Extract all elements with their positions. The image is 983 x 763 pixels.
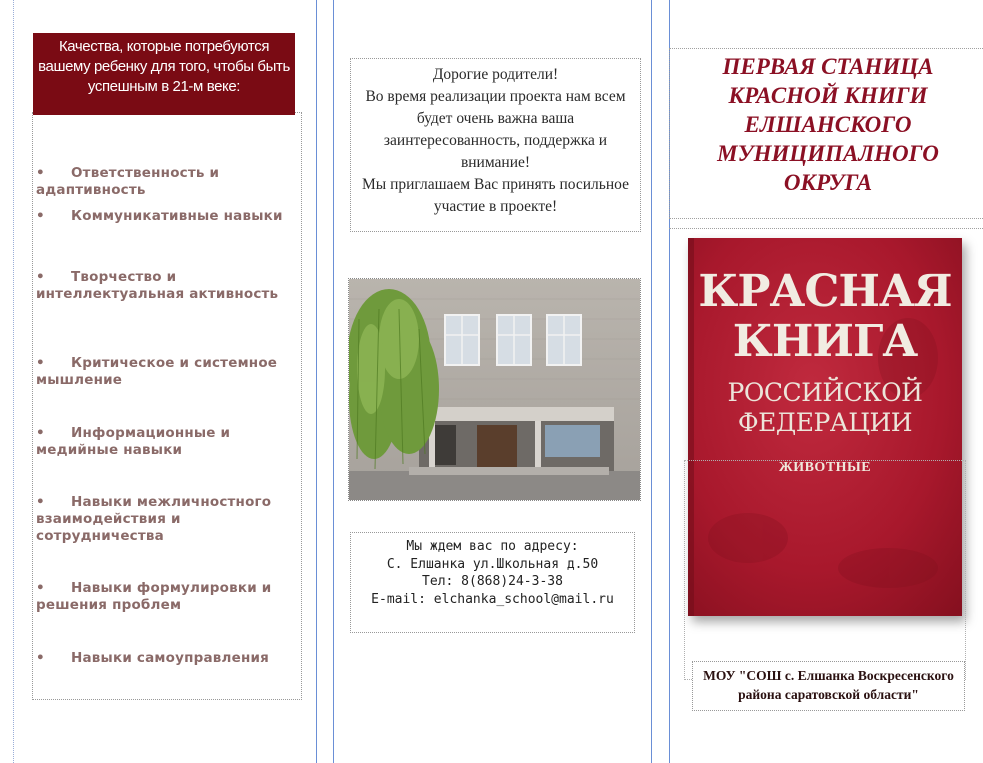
column-guide bbox=[333, 0, 334, 763]
bullet-icon: • bbox=[36, 425, 45, 441]
skills-header bbox=[33, 33, 295, 115]
book-title-line-3: РОССИЙСКОЙ bbox=[727, 378, 923, 407]
greeting: Дорогие родители! bbox=[432, 66, 559, 83]
address-intro: Мы ждем вас по адресу: bbox=[406, 539, 579, 554]
school-name-box bbox=[692, 661, 965, 711]
book-title-line-2: КНИГА bbox=[732, 316, 918, 367]
skill-item bbox=[36, 208, 298, 225]
title-rule-top bbox=[669, 48, 983, 49]
column-guide bbox=[651, 0, 652, 763]
skill-item bbox=[36, 165, 298, 199]
bullet-icon: • bbox=[36, 269, 45, 285]
bullet-icon: • bbox=[36, 355, 45, 371]
address-street: С. Елшанка ул.Школьная д.50 bbox=[386, 556, 599, 572]
skills-header-text: Качества, которые потребуются вашему ребенку для того, чтобы быть успешным в 21-м веке: bbox=[38, 38, 290, 95]
book-overlay-frame bbox=[684, 460, 966, 680]
parents-message-box bbox=[350, 58, 641, 232]
book-title-line-1: КРАСНАЯ bbox=[698, 266, 952, 317]
title-rule-left bbox=[669, 48, 670, 218]
skill-label: Творчество и интеллектуальная активность bbox=[36, 269, 279, 302]
skill-label: Навыки самоуправления bbox=[71, 650, 270, 666]
bullet-icon: • bbox=[36, 208, 45, 224]
skill-item bbox=[36, 580, 298, 614]
skill-label: Ответственность и адаптивность bbox=[36, 165, 220, 198]
skill-label: Информационные и медийные навыки bbox=[36, 425, 231, 458]
book-rule-top bbox=[669, 228, 983, 229]
skill-label: Критическое и системное мышление bbox=[36, 355, 278, 388]
address-box bbox=[350, 532, 635, 633]
address-phone: Тел: 8(868)24-3-38 bbox=[422, 574, 563, 589]
page-title-text: ПЕРВАЯ СТАНИЦА КРАСНОЙ КНИГИ ЕЛШАНСКОГО МУНИЦИПАЛНОГО ОКРУГА bbox=[717, 54, 939, 195]
invitation-paragraph: Мы приглашаем Вас принять посильное участие в проекте! bbox=[362, 176, 629, 215]
column-guide bbox=[316, 0, 317, 763]
skill-label: Навыки формулировки и решения проблем bbox=[36, 580, 272, 613]
school-photo bbox=[348, 278, 641, 501]
page-title bbox=[696, 52, 960, 197]
school-name: МОУ "СОШ с. Елшанка Воскресенского района саратовской области" bbox=[703, 668, 954, 702]
bullet-icon: • bbox=[36, 580, 45, 596]
skill-item bbox=[36, 650, 298, 667]
skill-item bbox=[36, 355, 298, 389]
bullet-icon: • bbox=[36, 494, 45, 510]
skill-item bbox=[36, 494, 298, 545]
message-paragraph: Во время реализации проекта нам всем будет очень важна ваша заинтересованность, поддержка и внимание! bbox=[365, 88, 626, 171]
bullet-icon: • bbox=[36, 165, 45, 181]
book-title-line-4: ФЕДЕРАЦИИ bbox=[737, 408, 913, 437]
skill-label: Навыки межличностного взаимодействия и сотрудничества bbox=[36, 494, 272, 544]
book-subtitle: ЖИВОТНЫЕ bbox=[778, 460, 872, 475]
skill-item bbox=[36, 269, 298, 303]
address-email: E-mail: elchanka_school@mail.ru bbox=[371, 591, 614, 607]
school-building-image bbox=[349, 279, 640, 500]
skill-label: Коммуникативные навыки bbox=[71, 208, 283, 224]
title-rule-bottom bbox=[669, 218, 983, 219]
bullet-icon: • bbox=[36, 650, 45, 666]
skill-item bbox=[36, 425, 298, 459]
column-guide bbox=[13, 0, 14, 763]
